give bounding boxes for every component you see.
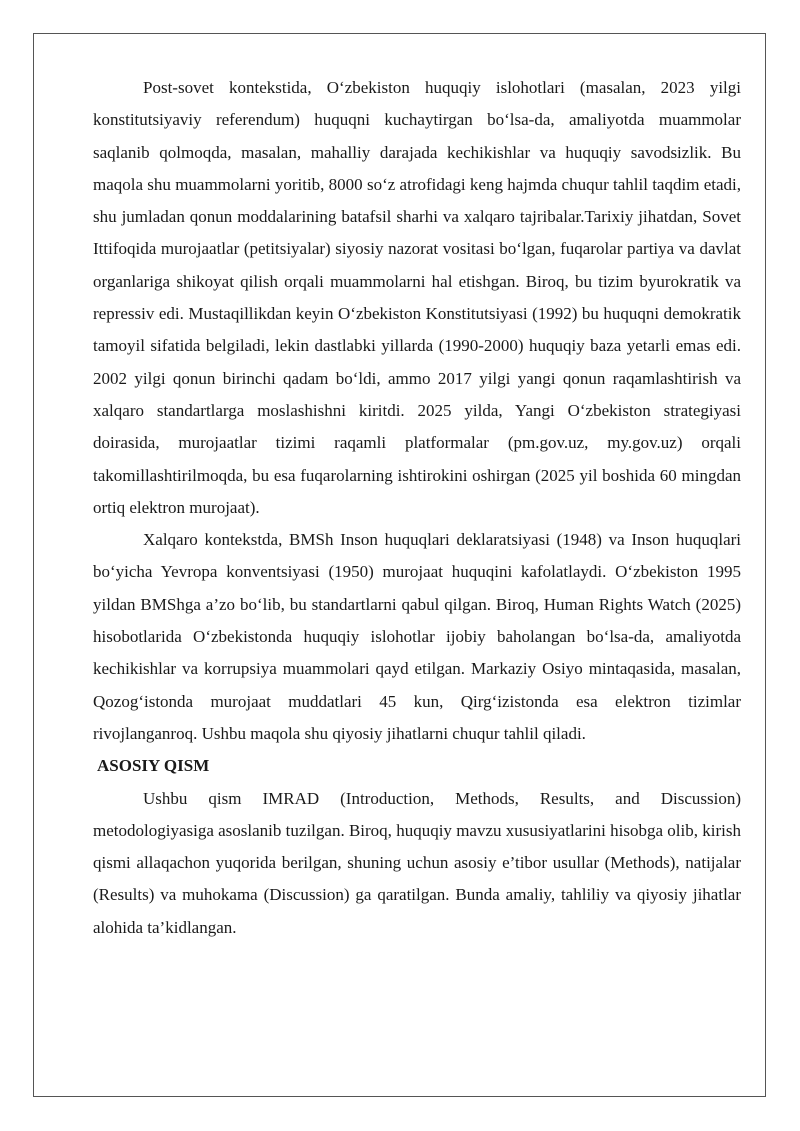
paragraph-historical-context: Post-sovet kontekstida, O‘zbekiston huquqiy islohotlari (masalan, 2023 yilgi konstitutsiyaviy referendum) huquqni kuchaytirgan bo‘lsa-da, amaliyotda muammolar saqlanib qolmoqda, masalan, mahalliy darajada kechikishlar va huquqiy savodsizlik. Bu maqola shu muammolarni yoritib, 8000 so‘z atrofidagi keng hajmda chuqur tahlil taqdim etadi, shu jumladan qonun moddalarining batafsil sharhi va xalqaro tajribalar.Tarixiy jihatdan, Sovet Ittifoqida murojaatlar (petitsiyalar) siyosiy nazorat vositasi bo‘lgan, fuqarolar partiya va davlat organlariga shikoyat qilish orqali muammolarni hal etishgan. Biroq, bu tizim byurokratik va repressiv edi. Mustaqillikdan keyin O‘zbekiston Konstitutsiyasi (1992) bu huquqni demokratik tamoyil sifatida belgiladi, lekin dastlabki yillarda (1990-2000) huquqiy baza yetarli emas edi. 2002 yilgi qonun birinchi qadam bo‘ldi, ammo 2017 yilgi yangi qonun raqamlashtirish va xalqaro standartlarga moslashishni kiritdi. 2025 yilda, Yangi O‘zbekiston strategiyasi doirasida, murojaatlar tizimi raqamli platformalar (pm.gov.uz, my.gov.uz) orqali takomillashtirilmoqda, bu esa fuqarolarning ishtirokini oshirgan (2025 yil boshida 60 mingdan ortiq elektron murojaat). [93,78,741,517]
paragraph-international-context: Xalqaro kontekstda, BMSh Inson huquqlari deklaratsiyasi (1948) va Inson huquqlari bo‘yicha Yevropa konventsiyasi (1950) murojaat huquqini kafolatlaydi. O‘zbekiston 1995 yildan BMShga a’zo bo‘lib, bu standartlarni qabul qilgan. Biroq, Human Rights Watch (2025) hisobotlarida O‘zbekistonda huquqiy islohotlar ijobiy baholangan bo‘lsa-da, amaliyotda kechikishlar va korrupsiya muammolari qayd etilgan. Markaziy Osiyo mintaqasida, masalan, Qozog‘istonda murojaat muddatlari 45 kun, Qirg‘izistonda esa elektron tizimlar rivojlanganroq. Ushbu maqola shu qiyosiy jihatlarni chuqur tahlil qiladi. [93,530,741,743]
document-body [93,72,741,944]
paragraph-methodology: Ushbu qism IMRAD (Introduction, Methods, Results, and Discussion) metodologiyasiga asoslanib tuzilgan. Biroq, huquqiy mavzu xususiyatlarini hisobga olib, kirish qismi allaqachon yuqorida berilgan, shuning uchun asosiy e’tibor usullar (Methods), natijalar (Results) va muhokama (Discussion) ga qaratilgan. Bunda amaliy, tahliliy va qiyosiy jihatlar alohida ta’kidlangan. [93,788,741,937]
section-heading: ASOSIY QISM [97,756,210,776]
